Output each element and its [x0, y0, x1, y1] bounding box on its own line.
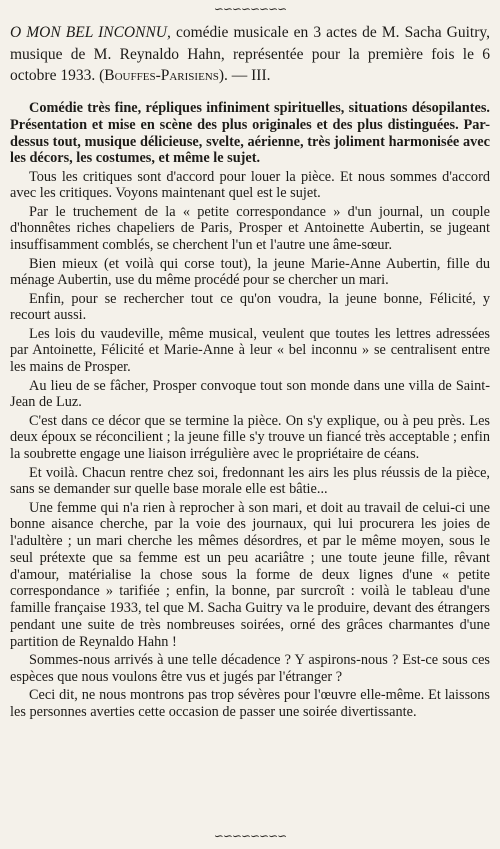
review-paragraph: Comédie très fine, répliques infiniment spirituelles, situations désopilantes. Présentation et mise en scène des plus originales et des plus distinguées. Par-dessus tout, musique délicieuse, svelte, aérienne, très joliment harmonisée avec les décors, les costumes, et même le sujet.: [10, 100, 490, 167]
review-paragraph: Et voilà. Chacun rentre chez soi, fredonnant les airs les plus réussis de la pièce, sans se demander sur quelle base morale elle est bâtie...: [10, 464, 490, 498]
review-paragraph: Enfin, pour se rechercher tout ce qu'on voudra, la jeune bonne, Félicité, y recourt aussi.: [10, 290, 490, 324]
review-paragraph: Les lois du vaudeville, même musical, veulent que toutes les lettres adressées par Antoinette, Félicité et Marie-Anne à leur « bel inconnu » se centralisent entre les mains de Prosper.: [10, 325, 490, 376]
review-paragraph: Au lieu de se fâcher, Prosper convoque tout son monde dans une villa de Saint-Jean de Luz.: [10, 377, 490, 411]
review-paragraph: C'est dans ce décor que se termine la pièce. On s'y explique, ou à peu près. Les deux époux se réconcilient ; la jeune fille s'y trouve un fiancé très acceptable ; enfin la soubrette engage une liaison irrégulière avec le propriétaire de céans.: [10, 412, 490, 463]
bottom-ornament: ∽∽∽∽∽∽∽∽: [213, 829, 287, 843]
review-header: [10, 22, 490, 87]
play-title: O MON BEL INCONNU,: [10, 24, 171, 41]
review-paragraph: Tous les critiques sont d'accord pour louer la pièce. Et nous sommes d'accord avec les critiques. Voyons maintenant quel est le sujet.: [10, 168, 490, 202]
header-text-a: comédie musicale en 3 actes de M. Sacha Guitry, musique de M. Reynaldo Hahn, représentée pour la première fois le 6 octobre 1933. (: [10, 24, 490, 85]
theatre-name: Bouffes-Parisiens: [104, 67, 219, 85]
top-ornament: ∽∽∽∽∽∽∽∽: [213, 2, 287, 16]
review-paragraph: Sommes-nous arrivés à une telle décadence ? Y aspirons-nous ? Est-ce sous ces espèces que nous voulons être vus et jugés par l'étranger ?: [10, 651, 490, 685]
review-paragraph: Ceci dit, ne nous montrons pas trop sévères pour l'œuvre elle-même. Et laissons les personnes averties cette occasion de passer une soirée divertissante.: [10, 687, 490, 720]
review-paragraph: Bien mieux (et voilà qui corse tout), la jeune Marie-Anne Aubertin, fille du ménage Aubertin, use du même procédé pour se chercher un mari.: [10, 255, 490, 289]
review-body: [10, 100, 490, 722]
review-paragraph: Une femme qui n'a rien à reprocher à son mari, et doit au travail de celui-ci une bonne aisance cherche, par la voie des journaux, qui lui procurera les joies de l'adultère ; un mari cherche les mêmes désordres, et par le même moyen, sous le seul prétexte que sa femme est un peu acariâtre ; une toute jeune fille, rêvant d'amour, matérialise la chose sous la forme de deux lignes d'une « petite correspondance » tarifiée ; enfin, la bonne, par surcroît : voilà le tableau d'une famille française 1933, tel que M. Sacha Guitry va le produire, devant des étrangers pendant une suite de très nombreuses soirées, orné des grâces charmantes d'une partition de Reynaldo Hahn !: [10, 499, 490, 650]
header-text-b: ). — III.: [218, 67, 271, 85]
review-paragraph: Par le truchement de la « petite correspondance » d'un journal, un couple d'honnêtes riches chapeliers de Paris, Prosper et Antoinette Aubertin, se jugeant insuffisamment comblés, se cherchent l'un et l'autre une âme-sœur.: [10, 203, 490, 254]
